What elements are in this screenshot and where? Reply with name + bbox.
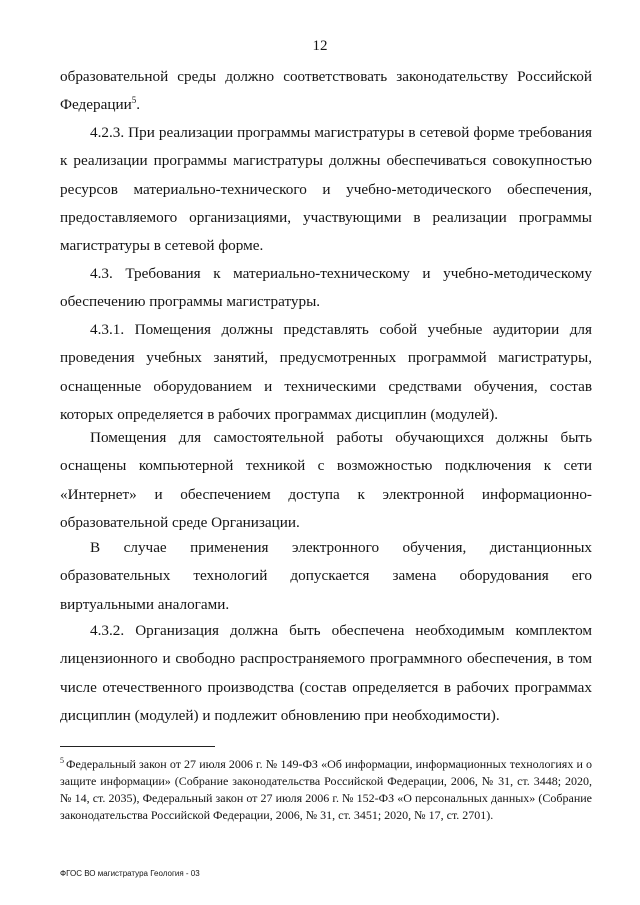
paragraph-text: образовательной среды должно соответствовать законодательству Российской Федерации bbox=[60, 68, 592, 114]
footnote-separator bbox=[60, 746, 215, 747]
footnote bbox=[60, 756, 592, 824]
body-text-e-learning bbox=[60, 534, 592, 619]
body-text-section-43 bbox=[60, 260, 592, 317]
body-text-premises bbox=[60, 424, 592, 537]
body-text-section-423 bbox=[60, 119, 592, 260]
paragraph-continued: образовательной среды должно соответствовать законодательству Российской Федерации$^5$. bbox=[60, 68, 592, 114]
body-text-section-431 bbox=[60, 316, 592, 429]
footnote-reference: 5 bbox=[131, 95, 137, 106]
paragraph-4-3: 4.3. Требования к материально-техническому и учебно-методическому обеспечению программы магистратуры. bbox=[60, 265, 592, 311]
body-text-section-432 bbox=[60, 617, 592, 730]
footnote-text: Федеральный закон от 27 июля 2006 г. № 149-ФЗ «Об информации, информационных технологиях и о защите информации» (Собрание законодательства Российской Федерации, 2006, № 31, ст. 3448; 2020, № 14, ст. 2035), Федеральный закон от 27 июля 2006 г. № 152-ФЗ «О персональных данных» (Собрание законодательства Российской Федерации, 2006, № 31, ст. 3451; 2020, № 17, ст. 2701). bbox=[60, 757, 592, 822]
paragraph-4-3-1: 4.3.1. Помещения должны представлять собой учебные аудитории для проведения учебных занятий, предусмотренных программой магистратуры, оснащенные оборудованием и техническими средствами обучения, состав которых определяется в рабочих программах дисциплин (модулей). bbox=[60, 321, 592, 423]
paragraph-4-3-2: 4.3.2. Организация должна быть обеспечена необходимым комплектом лицензионного и свободно распространяемого программного обеспечения, в том числе отечественного производства (состав определяется в рабочих программах дисциплин (модулей) и подлежит обновлению при необходимости). bbox=[60, 622, 592, 724]
paragraph-premises: Помещения для самостоятельной работы обучающихся должны быть оснащены компьютерной техникой с возможностью подключения к сети «Интернет» и обеспечением доступа к электронной информационно-образовательной среде Организации. bbox=[60, 429, 592, 531]
footnote-mark: 5 bbox=[60, 756, 64, 765]
paragraph-e-learning: В случае применения электронного обучения, дистанционных образовательных технологий допускается замена оборудования его виртуальными аналогами. bbox=[60, 539, 592, 613]
page-footer: ФГОС ВО магистратура Геология - 03 bbox=[60, 869, 200, 878]
paragraph-4-2-3: 4.2.3. При реализации программы магистратуры в сетевой форме требования к реализации программы магистратуры должны обеспечиваться совокупностью ресурсов материально-технического и учебно-методического обеспечения, предоставляемого организациями, участвующими в реализации программы магистратуры в сетевой форме. bbox=[60, 124, 592, 255]
page-number: 12 bbox=[312, 38, 328, 54]
body-text bbox=[60, 63, 592, 120]
